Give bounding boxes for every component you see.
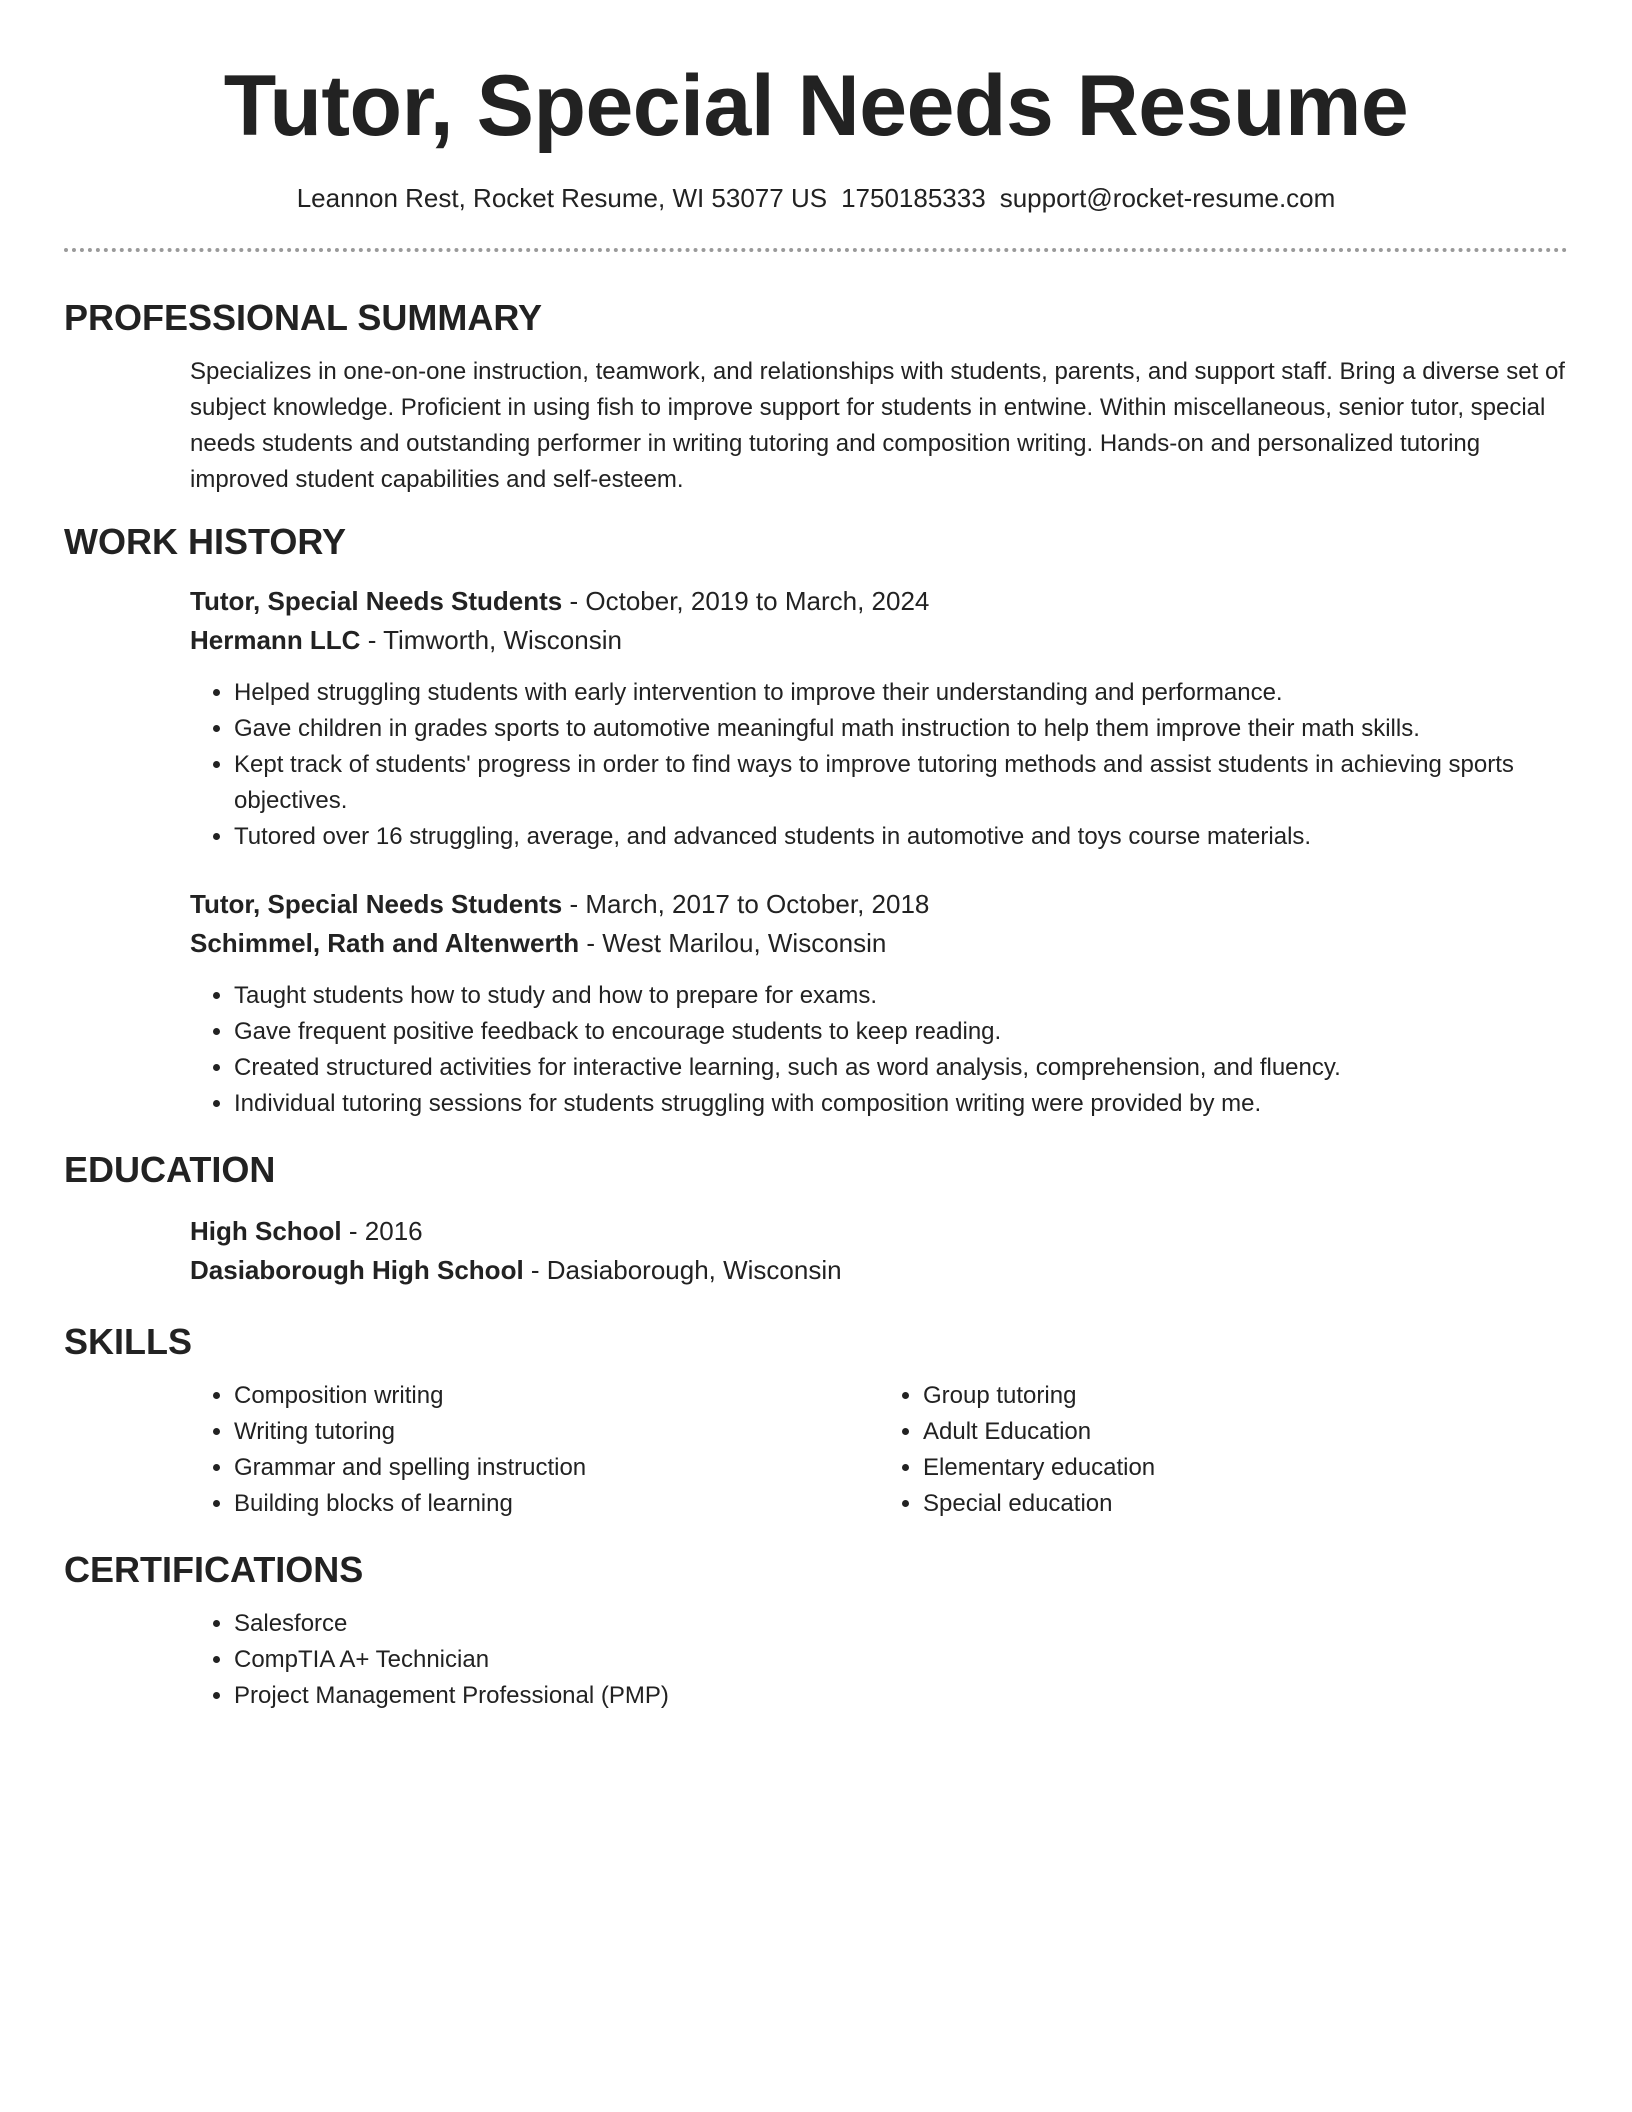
education-year: - 2016 bbox=[341, 1216, 423, 1246]
job-bullet: • Helped struggling students with early intervention to improve their understanding and performance. bbox=[234, 675, 1568, 711]
education-location: - Dasiaborough, Wisconsin bbox=[523, 1255, 842, 1285]
job-title-line bbox=[190, 885, 1568, 924]
job-bullet: • Tutored over 16 struggling, average, and advanced students in automotive and toys course materials. bbox=[234, 819, 1568, 855]
job-dates: - October, 2019 to March, 2024 bbox=[562, 586, 930, 616]
job-entry bbox=[190, 885, 1568, 1122]
contact-email: support@rocket-resume.com bbox=[999, 183, 1336, 213]
skill-item: • Group tutoring bbox=[923, 1378, 1568, 1414]
job-bullet: • Gave frequent positive feedback to encourage students to keep reading. bbox=[234, 1014, 1568, 1050]
contact-phone: 1750185333 bbox=[841, 183, 986, 213]
job-company-line bbox=[190, 621, 1568, 660]
job-dates: - March, 2017 to October, 2018 bbox=[562, 889, 930, 919]
certification-item: • Project Management Professional (PMP) bbox=[234, 1678, 1568, 1714]
education-degree-line bbox=[190, 1212, 1568, 1251]
skills-list-left bbox=[190, 1378, 879, 1522]
job-bullet: • Gave children in grades sports to automotive meaningful math instruction to help them improve their math skills. bbox=[234, 711, 1568, 747]
job-bullet: • Kept track of students' progress in order to find ways to improve tutoring methods and assist students in achieving sports objectives. bbox=[234, 747, 1568, 819]
job-bullets bbox=[190, 675, 1568, 855]
job-bullets bbox=[190, 978, 1568, 1122]
skill-item: • Grammar and spelling instruction bbox=[234, 1450, 879, 1486]
certification-item: • CompTIA A+ Technician bbox=[234, 1642, 1568, 1678]
job-company: Hermann LLC bbox=[190, 625, 361, 655]
education-school-line bbox=[190, 1251, 1568, 1290]
skill-item: • Composition writing bbox=[234, 1378, 879, 1414]
skill-item: • Elementary education bbox=[923, 1450, 1568, 1486]
education-school: Dasiaborough High School bbox=[190, 1255, 524, 1285]
job-company-line bbox=[190, 924, 1568, 963]
resume-page bbox=[64, 0, 1568, 1714]
education-section bbox=[190, 1212, 1568, 1290]
certifications-section bbox=[190, 1606, 1568, 1714]
skills-heading: SKILLS bbox=[64, 1321, 193, 1362]
job-location: - Timworth, Wisconsin bbox=[360, 625, 622, 655]
header-divider bbox=[64, 248, 1568, 252]
job-bullet: • Taught students how to study and how to prepare for exams. bbox=[234, 978, 1568, 1014]
resume-title: Tutor, Special Needs Resume bbox=[223, 58, 1409, 154]
job-company: Schimmel, Rath and Altenwerth bbox=[190, 928, 580, 958]
skill-item: • Special education bbox=[923, 1486, 1568, 1522]
skills-list-right bbox=[879, 1378, 1568, 1522]
summary-text: Specializes in one-on-one instruction, teamwork, and relationships with students, parents, and support staff. Bring a diverse set of subject knowledge. Proficient in using fish to improve support for students in entwine. Within miscellaneous, senior tutor, special needs students and outstanding performer in writing tutoring and composition writing. Hands-on and personalized tutoring improved student capabilities and self-esteem. bbox=[190, 358, 1565, 493]
job-bullet: • Created structured activities for interactive learning, such as word analysis, comprehension, and fluency. bbox=[234, 1050, 1568, 1086]
skill-item: • Building blocks of learning bbox=[234, 1486, 879, 1522]
job-position: Tutor, Special Needs Students bbox=[190, 889, 563, 919]
contact-address: Leannon Rest, Rocket Resume, WI 53077 US bbox=[296, 183, 828, 213]
contact-line bbox=[64, 180, 1568, 216]
job-bullet: • Individual tutoring sessions for students struggling with composition writing were provided by me. bbox=[234, 1086, 1568, 1122]
certifications-list bbox=[190, 1606, 1568, 1714]
skill-item: • Writing tutoring bbox=[234, 1414, 879, 1450]
summary-section bbox=[190, 354, 1568, 498]
certification-item: • Salesforce bbox=[234, 1606, 1568, 1642]
skills-section bbox=[190, 1378, 1568, 1522]
certifications-heading: CERTIFICATIONS bbox=[64, 1549, 364, 1590]
skill-item: • Adult Education bbox=[923, 1414, 1568, 1450]
work-history-section bbox=[190, 582, 1568, 1122]
job-location: - West Marilou, Wisconsin bbox=[579, 928, 887, 958]
summary-heading: PROFESSIONAL SUMMARY bbox=[64, 297, 543, 338]
job-title-line bbox=[190, 582, 1568, 621]
job-entry bbox=[190, 582, 1568, 855]
education-heading: EDUCATION bbox=[64, 1149, 276, 1190]
job-position: Tutor, Special Needs Students bbox=[190, 586, 563, 616]
education-degree: High School bbox=[190, 1216, 342, 1246]
work-history-heading: WORK HISTORY bbox=[64, 521, 347, 562]
